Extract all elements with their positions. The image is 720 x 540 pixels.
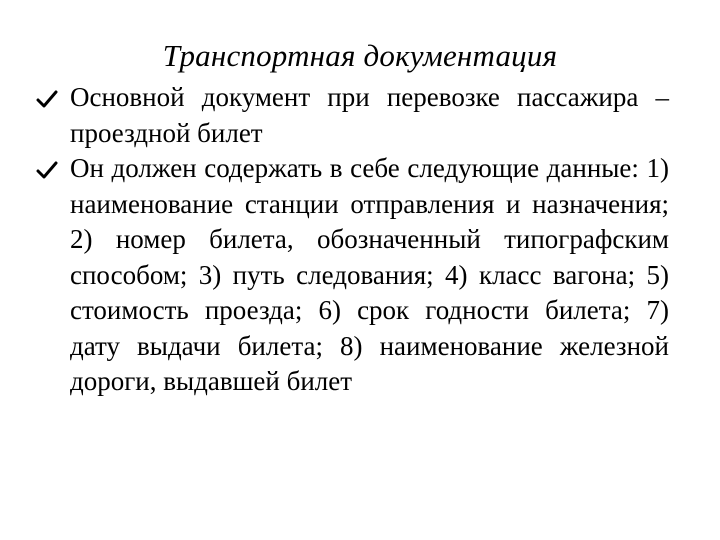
bullet-list (36, 80, 669, 400)
bullet-item (36, 80, 669, 151)
bullet-text: Основной документ при перевозке пассажира – проездной билет (70, 82, 669, 148)
checkmark-icon (36, 151, 60, 186)
checkmark-icon (36, 80, 60, 115)
bullet-item (36, 151, 669, 400)
slide-title: Транспортная документация (162, 38, 558, 73)
bullet-text: Он должен содержать в себе следующие данные: 1) наименование станции отправления и назначения; 2) номер билета, обозначенный типографским способом; 3) путь следования; 4) класс вагона; 5) стоимость проезда; 6) срок годности билета; 7) дату выдачи билета; 8) наименование железной дороги, выдавшей билет (70, 153, 669, 396)
